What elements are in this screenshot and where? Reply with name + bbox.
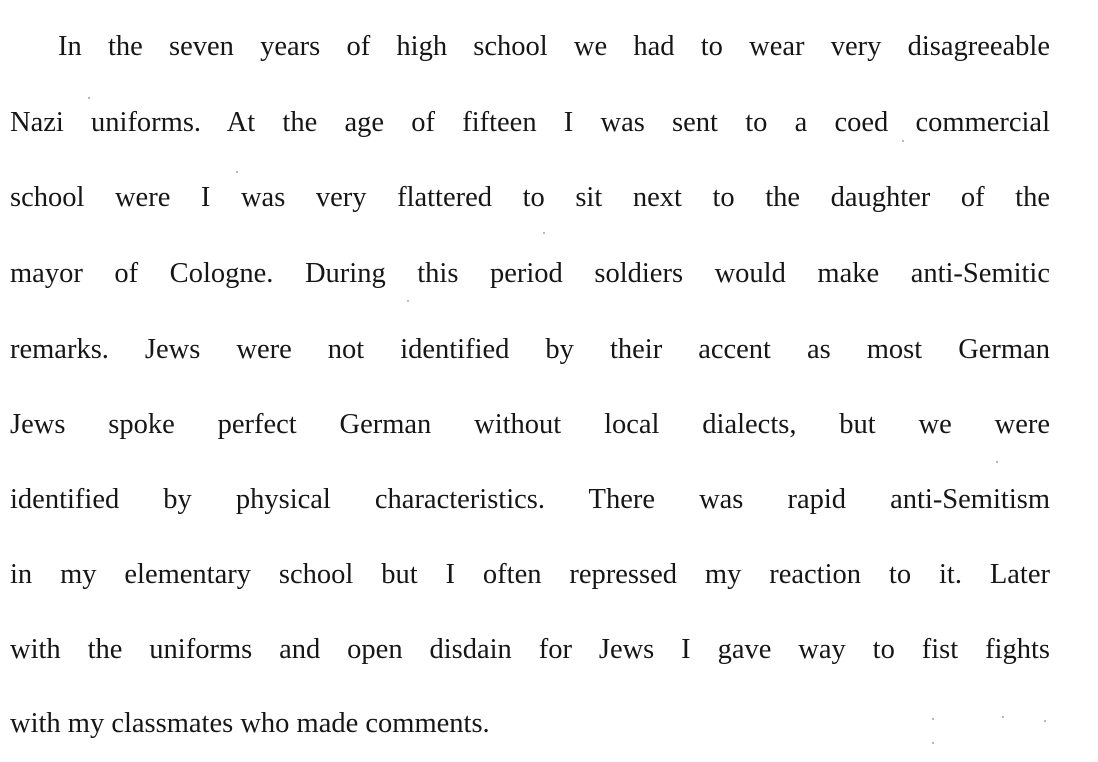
paragraph-line-6: Jews spoke perfect German without local dialects, but we were — [10, 409, 1050, 440]
paragraph-line-8: in my elementary school but I often repressed my reaction to it. Later — [10, 559, 1050, 590]
paragraph-line-3: school were I was very flattered to sit next to the daughter of the — [10, 182, 1050, 213]
scan-speck — [88, 97, 90, 99]
scan-speck — [407, 300, 409, 302]
paragraph-line-7: identified by physical characteristics. There was rapid anti-Semitism — [10, 484, 1050, 515]
paragraph-line-9: with the uniforms and open disdain for Jews I gave way to fist fights — [10, 634, 1050, 665]
scan-speck — [932, 718, 934, 720]
paragraph-line-4: mayor of Cologne. During this period soldiers would make anti-Semitic — [10, 258, 1050, 289]
scan-speck — [902, 140, 904, 142]
paragraph-line-5: remarks. Jews were not identified by their accent as most German — [10, 334, 1050, 365]
paragraph-line-1: In the seven years of high school we had to wear very disagreeable — [58, 31, 1050, 62]
scan-speck — [996, 461, 998, 463]
scan-speck — [1002, 716, 1004, 718]
scan-speck — [236, 171, 238, 173]
scan-speck — [543, 232, 545, 234]
scan-speck — [1044, 720, 1046, 722]
paragraph-line-2: Nazi uniforms. At the age of fifteen I was sent to a coed commercial — [10, 107, 1050, 138]
paragraph-line-10: with my classmates who made comments. — [10, 708, 490, 739]
scan-speck — [932, 742, 934, 744]
